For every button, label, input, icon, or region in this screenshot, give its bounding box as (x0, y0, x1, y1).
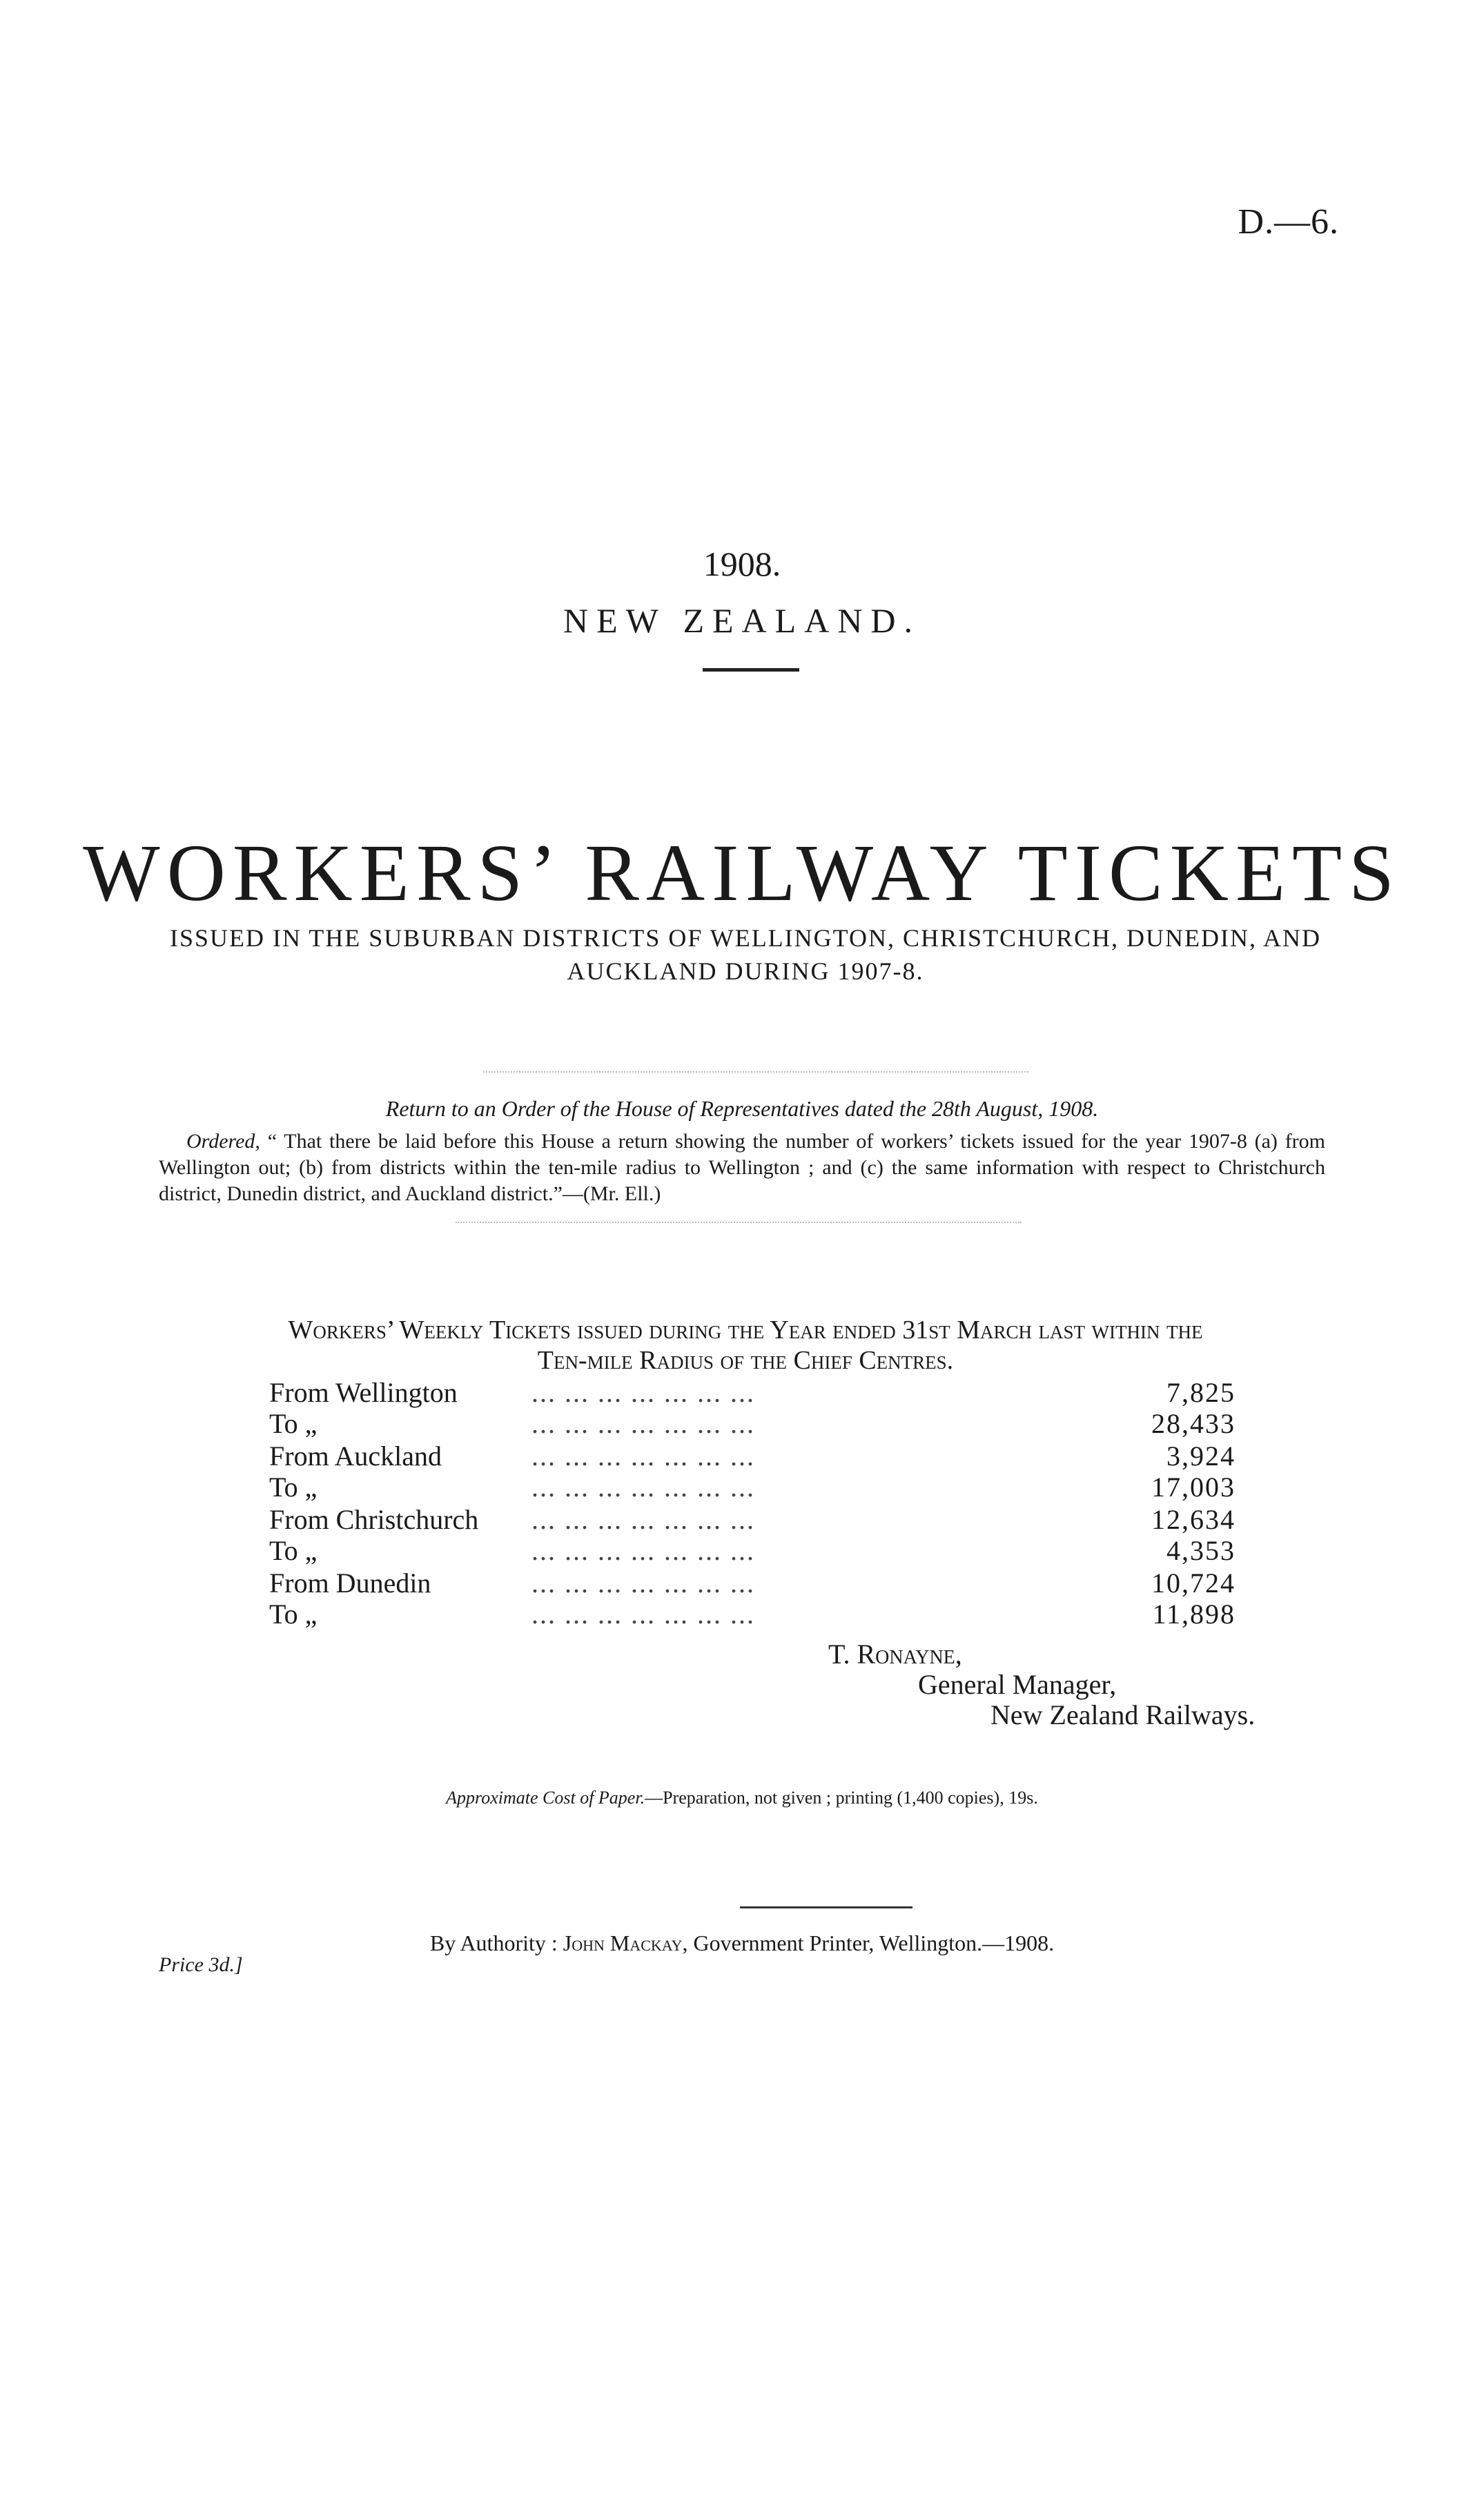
signatory-title: General Manager, (918, 1669, 1117, 1700)
row-value: 7,825 (1166, 1377, 1236, 1408)
footer-rule (740, 1906, 912, 1908)
cost-note (0, 1788, 1484, 1808)
table-row (269, 1567, 1236, 1599)
country-heading: NEW ZEALAND. (563, 601, 921, 640)
table-row (269, 1599, 1236, 1630)
row-label: To „ (269, 1599, 318, 1630)
divider-rule (483, 1071, 1028, 1073)
dot-leader: ... ... ... ... ... ... ... (531, 1377, 755, 1408)
row-value: 10,724 (1151, 1567, 1236, 1599)
cost-text: —Preparation, not given ; printing (1,400 copies), 19s. (645, 1788, 1038, 1808)
ordered-word: Ordered, (186, 1130, 260, 1153)
signature-block (828, 1639, 1255, 1730)
dot-leader: ... ... ... ... ... ... ... (531, 1440, 755, 1472)
table-heading-line1: Workers’ Weekly Tickets issued during the Year ended 31st March last within the (288, 1316, 1203, 1345)
signatory-name: T. Ronayne, (828, 1639, 962, 1670)
authority-suffix: Government Printer, Wellington.—1908. (693, 1931, 1055, 1955)
main-title: WORKERS’ RAILWAY TICKETS (83, 828, 1401, 918)
header-rule (703, 668, 799, 672)
cost-label: Approximate Cost of Paper. (446, 1788, 645, 1808)
table-heading-line2: Ten-mile Radius of the Chief Centres. (537, 1346, 954, 1375)
row-label: To „ (269, 1408, 318, 1439)
document-reference: D.—6. (1238, 202, 1339, 242)
price-note: Price 3d.] (159, 1953, 243, 1976)
authority-line (0, 1931, 1484, 1956)
row-label: To „ (269, 1472, 318, 1503)
row-value: 4,353 (1166, 1535, 1236, 1566)
dot-leader: ... ... ... ... ... ... ... (531, 1504, 755, 1535)
publication-year: 1908. (703, 545, 781, 583)
row-label: To „ (269, 1535, 318, 1566)
row-value: 11,898 (1152, 1599, 1236, 1630)
row-label: From Auckland (269, 1440, 442, 1472)
tickets-table (269, 1377, 1236, 1630)
row-value: 28,433 (1151, 1408, 1236, 1439)
table-row (269, 1377, 1236, 1408)
row-label: From Dunedin (269, 1567, 431, 1599)
dot-leader: ... ... ... ... ... ... ... (531, 1567, 755, 1599)
row-label: From Christchurch (269, 1504, 479, 1535)
dot-leader: ... ... ... ... ... ... ... (531, 1599, 755, 1630)
return-order-line: Return to an Order of the House of Representatives dated the 28th August, 1908. (385, 1096, 1099, 1121)
subtitle: ISSUED IN THE SUBURBAN DISTRICTS OF WELLINGTON, CHRISTCHURCH, DUNEDIN, AND AUCKLAND DURING 1907-8. (169, 924, 1322, 985)
table-heading (207, 1315, 1284, 1376)
dot-leader: ... ... ... ... ... ... ... (531, 1535, 755, 1566)
row-value: 17,003 (1151, 1472, 1236, 1503)
table-row (269, 1535, 1236, 1566)
authority-prefix: By Authority : (429, 1931, 558, 1955)
row-value: 3,924 (1166, 1440, 1236, 1472)
signatory-organisation: New Zealand Railways. (990, 1699, 1256, 1730)
table-row (269, 1472, 1236, 1503)
order-text: “ That there be laid before this House a return showing the number of workers’ tickets issued for the year 1907-8 (a) from Wellington out; (b) from districts within the ten-mile radius to Wellington ; and (c) the same information with respect to Christchurch district, Dunedin district, and Auckland district.”—(Mr. Ell.) (159, 1130, 1326, 1205)
order-paragraph (159, 1129, 1325, 1207)
printer-name: John Mackay, (563, 1931, 688, 1955)
table-row (269, 1408, 1236, 1439)
table-row (269, 1504, 1236, 1535)
table-row (269, 1440, 1236, 1472)
row-value: 12,634 (1151, 1504, 1236, 1535)
divider-rule (456, 1222, 1022, 1223)
dot-leader: ... ... ... ... ... ... ... (531, 1472, 755, 1503)
dot-leader: ... ... ... ... ... ... ... (531, 1408, 755, 1439)
row-label: From Wellington (269, 1377, 458, 1408)
